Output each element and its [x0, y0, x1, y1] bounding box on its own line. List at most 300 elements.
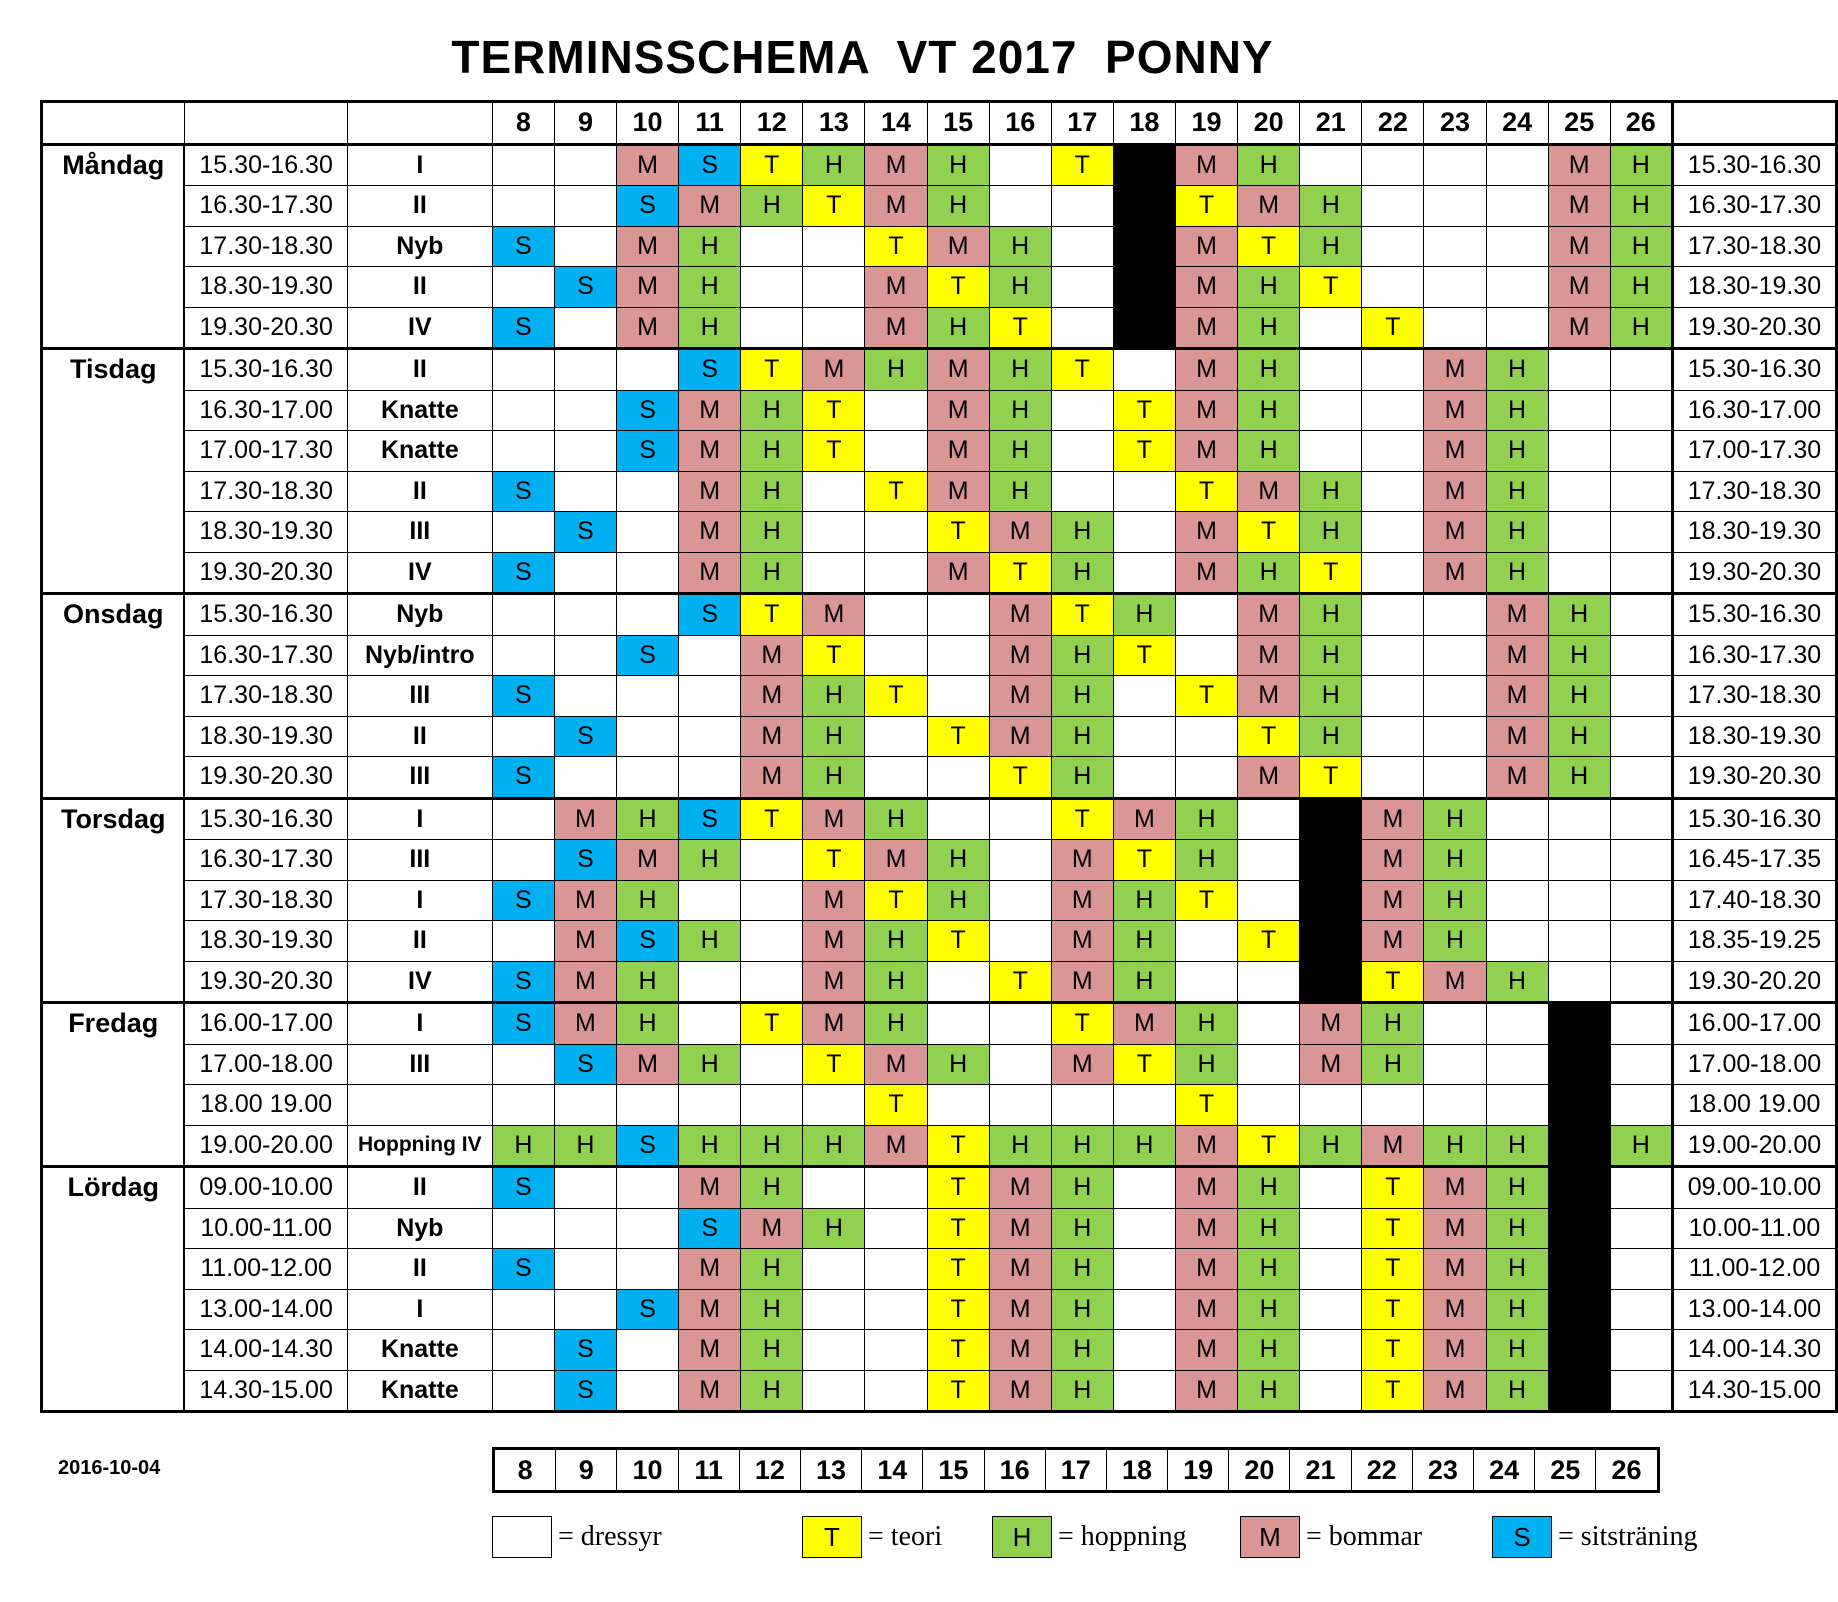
lesson-cell: [1175, 716, 1237, 757]
lesson-cell: [1610, 349, 1672, 391]
lesson-cell: [803, 267, 865, 308]
week-header-cell: 11: [679, 102, 741, 145]
lesson-cell: T: [1238, 716, 1300, 757]
week-header-cell: 13: [803, 102, 865, 145]
group-level: Hoppning IV: [347, 1125, 492, 1167]
lesson-cell: M: [679, 1289, 741, 1330]
lesson-cell: M: [617, 226, 679, 267]
lesson-cell: [1113, 471, 1175, 512]
lesson-cell: M: [617, 267, 679, 308]
lesson-cell: H: [617, 1003, 679, 1045]
blackout-cell: [1300, 880, 1362, 921]
lesson-cell: M: [741, 716, 803, 757]
time-slot-right: 17.30-18.30: [1672, 676, 1836, 717]
lesson-cell: M: [989, 1330, 1051, 1371]
lesson-cell: [803, 1370, 865, 1412]
lesson-cell: [1486, 186, 1548, 227]
lesson-cell: [554, 1208, 616, 1249]
lesson-cell: H: [1238, 390, 1300, 431]
lesson-cell: T: [927, 1249, 989, 1290]
footer-week-cell: 13: [800, 1449, 861, 1492]
lesson-cell: [865, 635, 927, 676]
lesson-cell: [1610, 921, 1672, 962]
time-slot: 19.30-20.30: [184, 961, 347, 1003]
lesson-cell: H: [989, 226, 1051, 267]
lesson-cell: [741, 880, 803, 921]
lesson-cell: S: [617, 390, 679, 431]
lesson-cell: M: [617, 144, 679, 186]
lesson-cell: T: [927, 921, 989, 962]
footer-week-cell: 16: [984, 1449, 1045, 1492]
lesson-cell: H: [1486, 1125, 1548, 1167]
lesson-cell: M: [865, 186, 927, 227]
time-slot-right: 14.00-14.30: [1672, 1330, 1836, 1371]
time-slot: 15.30-16.30: [184, 144, 347, 186]
lesson-cell: M: [1175, 1125, 1237, 1167]
lesson-cell: [492, 431, 554, 472]
lesson-cell: M: [554, 961, 616, 1003]
lesson-cell: S: [492, 880, 554, 921]
lesson-cell: [1300, 144, 1362, 186]
lesson-cell: [1424, 716, 1486, 757]
group-level: Nyb/intro: [347, 635, 492, 676]
lesson-cell: M: [679, 431, 741, 472]
lesson-cell: M: [1175, 1249, 1237, 1290]
lesson-cell: [1424, 267, 1486, 308]
lesson-cell: [1548, 961, 1610, 1003]
schedule-row: [42, 1003, 1837, 1045]
lesson-cell: S: [492, 226, 554, 267]
lesson-cell: [1362, 716, 1424, 757]
lesson-cell: [1610, 512, 1672, 553]
lesson-cell: [554, 1289, 616, 1330]
footer-week-cell: 15: [923, 1449, 984, 1492]
lesson-cell: H: [1238, 307, 1300, 349]
week-header-cell: 20: [1238, 102, 1300, 145]
lesson-cell: H: [1051, 1249, 1113, 1290]
legend-swatch: T: [802, 1516, 862, 1558]
lesson-cell: M: [1051, 961, 1113, 1003]
lesson-cell: M: [741, 1208, 803, 1249]
lesson-cell: [554, 635, 616, 676]
lesson-cell: [617, 1167, 679, 1209]
lesson-cell: H: [1486, 349, 1548, 391]
lesson-cell: H: [1362, 1044, 1424, 1085]
schedule-row: [42, 144, 1837, 186]
lesson-cell: M: [865, 267, 927, 308]
lesson-cell: M: [1175, 144, 1237, 186]
lesson-cell: [1113, 552, 1175, 594]
group-level: III: [347, 1044, 492, 1085]
time-slot: 11.00-12.00: [184, 1249, 347, 1290]
lesson-cell: M: [1486, 635, 1548, 676]
lesson-cell: H: [865, 921, 927, 962]
lesson-cell: [741, 267, 803, 308]
schedule-row: [42, 552, 1837, 594]
lesson-cell: H: [1175, 840, 1237, 881]
lesson-cell: H: [1238, 1249, 1300, 1290]
lesson-cell: [1486, 921, 1548, 962]
lesson-cell: M: [1051, 840, 1113, 881]
lesson-cell: M: [865, 307, 927, 349]
lesson-cell: H: [1051, 1370, 1113, 1412]
group-level: Knatte: [347, 1370, 492, 1412]
lesson-cell: [1300, 390, 1362, 431]
group-level: II: [347, 349, 492, 391]
lesson-cell: H: [617, 880, 679, 921]
lesson-cell: H: [1424, 1125, 1486, 1167]
footer-week-cell: 18: [1106, 1449, 1167, 1492]
lesson-cell: M: [1424, 390, 1486, 431]
time-slot: 16.30-17.30: [184, 840, 347, 881]
lesson-cell: [617, 676, 679, 717]
lesson-cell: M: [1238, 635, 1300, 676]
group-level: I: [347, 1003, 492, 1045]
lesson-cell: [865, 1289, 927, 1330]
schedule-row: [42, 1085, 1837, 1126]
lesson-cell: [1175, 757, 1237, 799]
lesson-cell: T: [1300, 267, 1362, 308]
lesson-cell: [803, 1085, 865, 1126]
lesson-cell: [1424, 1044, 1486, 1085]
legend-item: [492, 1516, 662, 1558]
lesson-cell: [1300, 1249, 1362, 1290]
lesson-cell: [1362, 144, 1424, 186]
time-slot-right: 09.00-10.00: [1672, 1167, 1836, 1209]
blackout-cell: [1113, 307, 1175, 349]
lesson-cell: [617, 552, 679, 594]
lesson-cell: H: [1238, 1330, 1300, 1371]
legend-label: = sitsträning: [1558, 1521, 1698, 1552]
lesson-cell: [679, 1003, 741, 1045]
week-header-cell: 8: [492, 102, 554, 145]
lesson-cell: [1548, 431, 1610, 472]
lesson-cell: H: [1238, 1167, 1300, 1209]
time-slot: 19.30-20.30: [184, 757, 347, 799]
lesson-cell: H: [1113, 921, 1175, 962]
lesson-cell: H: [803, 716, 865, 757]
lesson-cell: H: [679, 226, 741, 267]
lesson-cell: H: [1610, 226, 1672, 267]
lesson-cell: M: [1300, 1003, 1362, 1045]
lesson-cell: H: [1113, 594, 1175, 636]
schedule-row: [42, 471, 1837, 512]
lesson-cell: H: [865, 798, 927, 840]
blackout-cell: [1548, 1003, 1610, 1045]
lesson-cell: [927, 757, 989, 799]
lesson-cell: [492, 921, 554, 962]
lesson-cell: M: [617, 307, 679, 349]
lesson-cell: [492, 390, 554, 431]
blackout-cell: [1300, 921, 1362, 962]
legend-swatch: [492, 1516, 552, 1558]
lesson-cell: [1300, 431, 1362, 472]
lesson-cell: H: [741, 512, 803, 553]
lesson-cell: S: [617, 1289, 679, 1330]
lesson-cell: H: [741, 471, 803, 512]
lesson-cell: [554, 390, 616, 431]
lesson-cell: [1548, 921, 1610, 962]
week-header-cell: 18: [1113, 102, 1175, 145]
group-level: I: [347, 880, 492, 921]
time-slot-right: 17.00-17.30: [1672, 431, 1836, 472]
lesson-cell: [1238, 1044, 1300, 1085]
schedule-row: [42, 716, 1837, 757]
lesson-cell: H: [1610, 1125, 1672, 1167]
schedule-row: [42, 921, 1837, 962]
time-slot: 19.00-20.00: [184, 1125, 347, 1167]
lesson-cell: [1610, 1330, 1672, 1371]
lesson-cell: H: [1548, 676, 1610, 717]
schedule-table: [40, 100, 1838, 1413]
lesson-cell: [554, 349, 616, 391]
lesson-cell: M: [554, 798, 616, 840]
lesson-cell: [865, 1208, 927, 1249]
lesson-cell: [492, 716, 554, 757]
lesson-cell: T: [803, 635, 865, 676]
lesson-cell: M: [1362, 880, 1424, 921]
time-slot: 17.30-18.30: [184, 880, 347, 921]
time-slot: 15.30-16.30: [184, 798, 347, 840]
lesson-cell: [803, 512, 865, 553]
lesson-cell: [1610, 1044, 1672, 1085]
time-slot: 17.30-18.30: [184, 676, 347, 717]
lesson-cell: [1610, 635, 1672, 676]
lesson-cell: H: [1610, 307, 1672, 349]
time-slot-right: 18.30-19.30: [1672, 512, 1836, 553]
lesson-cell: M: [1175, 226, 1237, 267]
blackout-cell: [1548, 1208, 1610, 1249]
time-slot-right: 17.30-18.30: [1672, 226, 1836, 267]
lesson-cell: [1424, 676, 1486, 717]
time-slot: 18.30-19.30: [184, 512, 347, 553]
lesson-cell: M: [1424, 471, 1486, 512]
blackout-cell: [1113, 226, 1175, 267]
lesson-cell: [1610, 1003, 1672, 1045]
lesson-cell: T: [1051, 349, 1113, 391]
blackout-cell: [1548, 1289, 1610, 1330]
lesson-cell: T: [741, 1003, 803, 1045]
lesson-cell: H: [865, 1003, 927, 1045]
time-slot-right: 10.00-11.00: [1672, 1208, 1836, 1249]
lesson-cell: H: [865, 349, 927, 391]
lesson-cell: M: [803, 880, 865, 921]
header-blank-right: [1672, 102, 1836, 145]
lesson-cell: M: [1238, 471, 1300, 512]
lesson-cell: H: [989, 267, 1051, 308]
lesson-cell: [1362, 349, 1424, 391]
lesson-cell: M: [927, 552, 989, 594]
lesson-cell: [803, 1167, 865, 1209]
lesson-cell: H: [1051, 757, 1113, 799]
lesson-cell: T: [803, 1044, 865, 1085]
group-level: II: [347, 921, 492, 962]
lesson-cell: H: [1300, 716, 1362, 757]
schedule-row: [42, 226, 1837, 267]
print-date: 2016-10-04: [58, 1457, 161, 1479]
blackout-cell: [1113, 186, 1175, 227]
lesson-cell: [1424, 307, 1486, 349]
lesson-cell: H: [1486, 1370, 1548, 1412]
lesson-cell: [1362, 635, 1424, 676]
lesson-cell: [1051, 226, 1113, 267]
lesson-cell: T: [1113, 390, 1175, 431]
lesson-cell: H: [989, 1125, 1051, 1167]
time-slot-right: 19.00-20.00: [1672, 1125, 1836, 1167]
lesson-cell: [1486, 880, 1548, 921]
lesson-cell: [554, 594, 616, 636]
lesson-cell: H: [741, 1125, 803, 1167]
lesson-cell: H: [1486, 471, 1548, 512]
lesson-cell: [492, 594, 554, 636]
lesson-cell: M: [1175, 431, 1237, 472]
time-slot-right: 19.30-20.30: [1672, 307, 1836, 349]
lesson-cell: H: [1238, 1208, 1300, 1249]
week-header-cell: 9: [554, 102, 616, 145]
lesson-cell: [679, 880, 741, 921]
group-level: Nyb: [347, 594, 492, 636]
lesson-cell: H: [865, 961, 927, 1003]
lesson-cell: T: [1238, 1125, 1300, 1167]
lesson-cell: [1238, 880, 1300, 921]
lesson-cell: M: [865, 1044, 927, 1085]
lesson-cell: [679, 757, 741, 799]
lesson-cell: M: [554, 1003, 616, 1045]
lesson-cell: [1362, 552, 1424, 594]
lesson-cell: H: [741, 552, 803, 594]
lesson-cell: [989, 1044, 1051, 1085]
lesson-cell: T: [1362, 1330, 1424, 1371]
lesson-cell: H: [1610, 144, 1672, 186]
group-level: II: [347, 716, 492, 757]
lesson-cell: H: [1300, 635, 1362, 676]
lesson-cell: [492, 798, 554, 840]
lesson-cell: [1362, 226, 1424, 267]
lesson-cell: S: [554, 1370, 616, 1412]
lesson-cell: [617, 512, 679, 553]
lesson-cell: S: [492, 676, 554, 717]
lesson-cell: [1051, 267, 1113, 308]
lesson-cell: H: [1424, 840, 1486, 881]
time-slot-right: 16.45-17.35: [1672, 840, 1836, 881]
lesson-cell: H: [1424, 921, 1486, 962]
lesson-cell: H: [679, 1125, 741, 1167]
lesson-cell: M: [1113, 798, 1175, 840]
legend-label: = hoppning: [1058, 1521, 1187, 1552]
group-level: Knatte: [347, 1330, 492, 1371]
schedule-row: [42, 431, 1837, 472]
group-level: I: [347, 144, 492, 186]
lesson-cell: H: [1610, 267, 1672, 308]
lesson-cell: [1051, 390, 1113, 431]
lesson-cell: H: [1486, 1167, 1548, 1209]
time-slot: 18.30-19.30: [184, 921, 347, 962]
schedule-row: [42, 1289, 1837, 1330]
header-blank-day: [42, 102, 185, 145]
lesson-cell: [927, 961, 989, 1003]
time-slot: 09.00-10.00: [184, 1167, 347, 1209]
lesson-cell: T: [1051, 1003, 1113, 1045]
lesson-cell: M: [1424, 961, 1486, 1003]
week-header-cell: 17: [1051, 102, 1113, 145]
lesson-cell: T: [1051, 144, 1113, 186]
lesson-cell: H: [989, 431, 1051, 472]
lesson-cell: H: [1300, 676, 1362, 717]
time-slot-right: 18.00 19.00: [1672, 1085, 1836, 1126]
lesson-cell: H: [1238, 267, 1300, 308]
lesson-cell: M: [865, 840, 927, 881]
footer-week-cell: 26: [1596, 1449, 1658, 1492]
lesson-cell: M: [1175, 349, 1237, 391]
lesson-cell: S: [492, 471, 554, 512]
lesson-cell: H: [1300, 594, 1362, 636]
lesson-cell: S: [679, 1208, 741, 1249]
lesson-cell: [1610, 798, 1672, 840]
lesson-cell: H: [803, 676, 865, 717]
lesson-cell: H: [1051, 512, 1113, 553]
lesson-cell: M: [741, 676, 803, 717]
lesson-cell: [803, 307, 865, 349]
lesson-cell: [554, 1085, 616, 1126]
time-slot-right: 17.00-18.00: [1672, 1044, 1836, 1085]
lesson-cell: H: [1424, 880, 1486, 921]
group-level: II: [347, 186, 492, 227]
lesson-cell: [1051, 471, 1113, 512]
lesson-cell: M: [741, 635, 803, 676]
lesson-cell: [617, 471, 679, 512]
lesson-cell: [865, 716, 927, 757]
lesson-cell: [1548, 512, 1610, 553]
group-level: II: [347, 267, 492, 308]
lesson-cell: T: [989, 757, 1051, 799]
lesson-cell: H: [989, 390, 1051, 431]
blackout-cell: [1548, 1330, 1610, 1371]
lesson-cell: H: [1300, 186, 1362, 227]
lesson-cell: M: [927, 349, 989, 391]
lesson-cell: [1610, 757, 1672, 799]
lesson-cell: M: [741, 757, 803, 799]
lesson-cell: [1238, 798, 1300, 840]
lesson-cell: [679, 1085, 741, 1126]
lesson-cell: [1486, 1044, 1548, 1085]
group-level: II: [347, 1249, 492, 1290]
lesson-cell: T: [865, 471, 927, 512]
lesson-cell: T: [1113, 1044, 1175, 1085]
lesson-cell: H: [1113, 1125, 1175, 1167]
lesson-cell: H: [741, 1249, 803, 1290]
lesson-cell: M: [1548, 307, 1610, 349]
lesson-cell: [1548, 798, 1610, 840]
lesson-cell: [1300, 1370, 1362, 1412]
lesson-cell: [989, 798, 1051, 840]
lesson-cell: M: [1362, 1125, 1424, 1167]
time-slot: 17.30-18.30: [184, 226, 347, 267]
lesson-cell: [492, 1208, 554, 1249]
legend-label: = dressyr: [558, 1521, 662, 1552]
schedule-row: [42, 1167, 1837, 1209]
lesson-cell: M: [679, 186, 741, 227]
lesson-cell: [1610, 1370, 1672, 1412]
lesson-cell: [803, 552, 865, 594]
lesson-cell: T: [1362, 1208, 1424, 1249]
lesson-cell: H: [1113, 961, 1175, 1003]
time-slot-right: 16.00-17.00: [1672, 1003, 1836, 1045]
time-slot-right: 16.30-17.30: [1672, 186, 1836, 227]
lesson-cell: T: [865, 676, 927, 717]
day-label: Onsdag: [42, 594, 185, 799]
schedule-row: [42, 635, 1837, 676]
lesson-cell: [1362, 186, 1424, 227]
